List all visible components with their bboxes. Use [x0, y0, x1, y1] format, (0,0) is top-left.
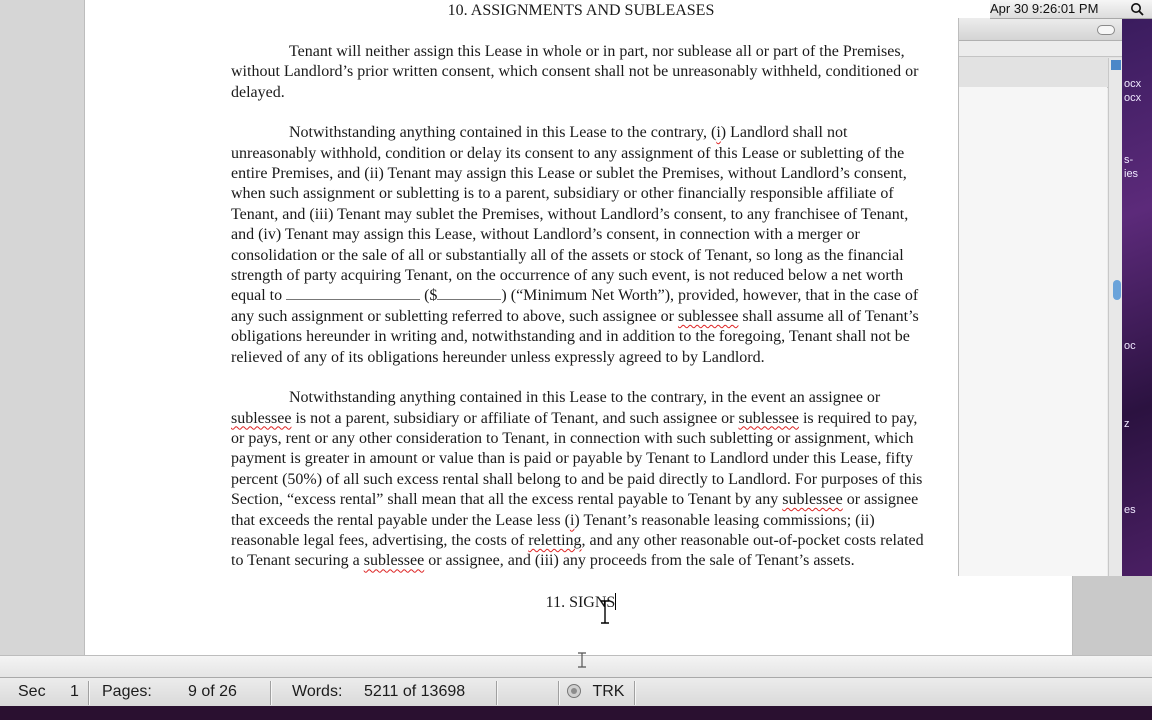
- section-value: 1: [70, 683, 79, 700]
- text-caret: [615, 593, 616, 610]
- section-label: Sec: [18, 683, 46, 700]
- search-icon[interactable]: [1130, 2, 1144, 16]
- words-label: Words:: [292, 683, 343, 700]
- desktop-file-label[interactable]: es: [1124, 504, 1136, 516]
- scroll-up-icon[interactable]: [1111, 60, 1121, 70]
- p2-spelling-mark: sublessee: [677, 307, 739, 325]
- toolbar-toggle-button[interactable]: [1097, 25, 1115, 35]
- status-bar: [0, 677, 1152, 707]
- p2-spelling-mark: i: [716, 124, 721, 142]
- p3-text: is not a parent, subsidiary or affiliate of Tenant, and such assignee or: [291, 409, 739, 427]
- words-value: 5211 of 13698: [364, 683, 466, 700]
- paragraph-3[interactable]: [231, 388, 931, 572]
- p3-spelling-mark: sublessee: [363, 552, 425, 570]
- desktop-file-label[interactable]: s-: [1124, 154, 1134, 166]
- status-divider: [634, 681, 635, 705]
- status-divider: [270, 681, 271, 705]
- paragraph-1[interactable]: [231, 42, 931, 103]
- desktop-file-label[interactable]: z: [1124, 418, 1130, 430]
- desktop-file-label[interactable]: ocx: [1124, 78, 1142, 90]
- background-window[interactable]: [958, 18, 1123, 576]
- track-changes-label: TRK: [592, 683, 625, 700]
- document-body[interactable]: [231, 0, 931, 613]
- background-window-content: [959, 87, 1107, 576]
- p3-text: or assignee, and (iii) any proceeds from the sale of Tenant’s assets.: [424, 552, 855, 570]
- paragraph-2[interactable]: [231, 123, 931, 368]
- left-gutter: [0, 0, 84, 655]
- track-changes-toggle[interactable]: [566, 678, 624, 707]
- p3-text: is required to pay, or pays, rent or any other consideration to Tenant, in connection with such subletting or assignment, which payment is greater in amount or value than is paid or payable by Tenant to Landlord under this Lease, fifty percent (50%) of all such excess rental shall belong to and be paid directly to Landlord. For purposes of this Section, “excess rental” shall mean that all the excess rental payable to Tenant by any: [231, 409, 923, 509]
- background-window-toolbar: [959, 56, 1123, 88]
- p3-spelling-mark: sublessee: [231, 409, 292, 427]
- p2-text: ) Landlord shall not unreasonably withhold, condition or delay its consent to any assignment of this Lease or subletting of the entire Premises, and (ii) Tenant may assign this Lease or sublet the Premises, without Landlord’s consent, when such assignment or subletting is to a parent, subsidiary or other financially responsible affiliate of Tenant, and (iii) Tenant may sublet the Premises, without Landlord’s consent, to any franchisee of Tenant, and (iv) Tenant may assign this Lease, without Landlord’s consent, in connection with a merger or consolidation or the sale of all or substantially all of the assets or stock of Tenant, so long as the financial strength of party acquiring Tenant, on the occurrence of any such event, is not reduced below a net worth equal to: [231, 124, 909, 305]
- net-worth-blank[interactable]: [286, 299, 420, 300]
- desktop-file-label[interactable]: ies: [1124, 168, 1139, 180]
- p3-spelling-mark: reletting: [528, 531, 582, 549]
- p3-spelling-mark: sublessee: [738, 409, 799, 427]
- status-divider: [496, 681, 497, 705]
- track-changes-indicator-icon: [566, 683, 582, 699]
- background-window-scrollbar[interactable]: [1108, 58, 1123, 576]
- section-11-heading: [231, 593, 931, 613]
- p3-text: Notwithstanding anything contained in this Lease to the contrary, in the event an assignee or: [289, 389, 881, 407]
- desktop-background: [1122, 18, 1152, 576]
- menubar-clock[interactable]: Apr 30 9:26:01 PM: [990, 1, 1099, 16]
- document-page[interactable]: [84, 0, 1073, 655]
- p2-text: shall assume all of Tenant’s obligations hereunder in writing and, notwithstanding and in addition to the foregoing, Tenant shall not be relieved of any of its obligations hereunder unless expressly agreed to by Landlord.: [231, 307, 919, 366]
- desktop-file-label[interactable]: oc: [1124, 340, 1136, 352]
- menu-bar: [990, 0, 1152, 19]
- p2-text: Notwithstanding anything contained in this Lease to the contrary, (: [289, 124, 717, 142]
- pages-value: 9 of 26: [188, 683, 237, 700]
- p3-spelling-mark: i: [569, 511, 575, 529]
- p3-spelling-mark: sublessee: [782, 491, 843, 509]
- desktop-file-label[interactable]: ocx: [1124, 92, 1142, 104]
- scroll-thumb[interactable]: [1113, 280, 1121, 300]
- section-11-text: 11. SIGNS: [545, 593, 616, 611]
- paragraph-1-text: Tenant will neither assign this Lease in whole or in part, nor sublease all or part of the Premises, without Landlord’s prior written consent, which consent shall not be unreasonably withheld, conditioned or delayed.: [231, 43, 919, 101]
- p3-text: ) Tenant’s reasonable leasing commissions; (ii) reasonable legal fees, advertising, the costs of: [231, 511, 875, 549]
- dock-edge: [0, 706, 1152, 720]
- amount-blank[interactable]: [437, 299, 501, 300]
- ibeam-cursor-icon: [598, 600, 612, 624]
- section-10-heading: 10. ASSIGNMENTS AND SUBLEASES: [447, 2, 715, 19]
- p2-text: ($: [424, 287, 438, 305]
- status-divider: [558, 681, 559, 705]
- ibeam-cursor-icon: [576, 652, 588, 668]
- p2-text: ) (“Minimum Net Worth”), provided, however, that in the case of any such assignment or subletting referred to above, such assignee or: [231, 287, 919, 325]
- pages-label: Pages:: [102, 683, 152, 700]
- p3-text: , and any other reasonable out-of-pocket costs related to Tenant securing a: [231, 531, 924, 570]
- background-window-titlebar[interactable]: [959, 18, 1123, 41]
- p3-text: or assignee that exceeds the rental payable under the Lease less (: [231, 491, 919, 529]
- status-divider: [88, 681, 89, 705]
